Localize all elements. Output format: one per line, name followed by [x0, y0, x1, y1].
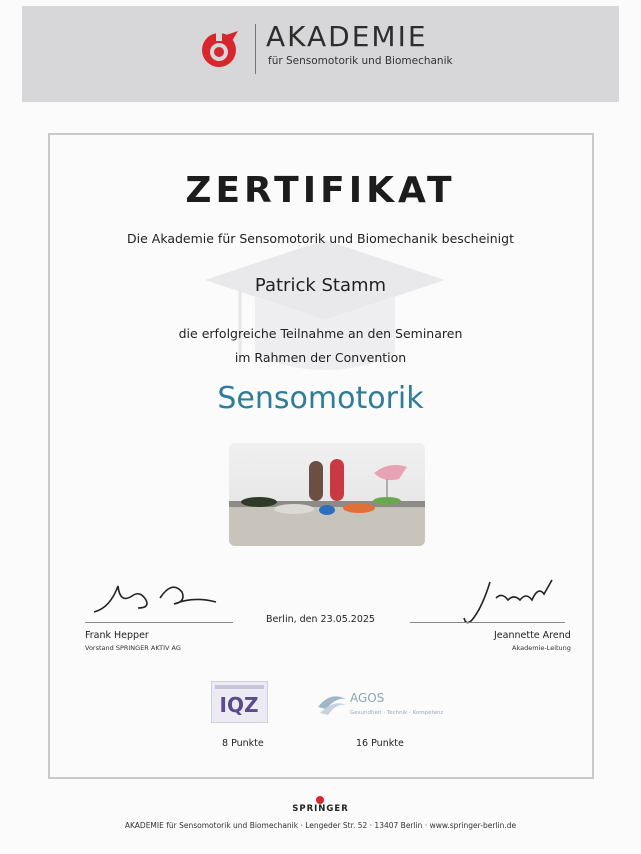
insoles-photo	[229, 443, 425, 546]
brand-divider	[255, 24, 256, 74]
akademie-logo-icon	[198, 29, 244, 69]
brand-title: AKADEMIE	[266, 20, 428, 53]
footer-address: AKADEMIE für Sensomotorik und Biomechanik · Lengeder Str. 52 · 13407 Berlin · www.springer-berlin.de	[124, 821, 517, 830]
place-date: Berlin, den 23.05.2025	[266, 614, 375, 625]
participation-text-2: im Rahmen der Convention	[234, 350, 407, 365]
agos-logo-text: AGOS	[350, 691, 385, 705]
event-name: Sensomotorik	[217, 381, 424, 416]
signer-role-right: Akademie-Leitung	[512, 644, 571, 652]
agos-points: 16 Punkte	[356, 738, 404, 749]
signer-name-right: Jeannette Arend	[494, 630, 571, 641]
intro-text: Die Akademie für Sensomotorik und Biomechanik bescheinigt	[127, 231, 514, 246]
signer-name-left: Frank Hepper	[85, 630, 149, 641]
publisher-name: SPRINGER	[292, 804, 349, 814]
participation-text-1: die erfolgreiche Teilnahme an den Seminaren	[178, 326, 463, 341]
agos-logo	[316, 687, 444, 721]
signature-frank-hepper	[90, 578, 230, 618]
signature-jeannette-arend	[462, 578, 562, 628]
agos-tagline: Gesundheit · Technik · Kompetenz	[350, 710, 444, 716]
iqz-points: 8 Punkte	[222, 738, 264, 749]
iqz-logo-text: IQZ	[219, 693, 259, 717]
iqz-logo	[211, 681, 268, 723]
signer-role-left: Vorstand SPRINGER AKTIV AG	[85, 644, 181, 652]
recipient-name: Patrick Stamm	[254, 275, 387, 296]
certificate-title: ZERTIFIKAT	[185, 170, 456, 211]
brand-subtitle: für Sensomotorik und Biomechanik	[268, 55, 453, 67]
signature-line-right	[410, 622, 565, 623]
